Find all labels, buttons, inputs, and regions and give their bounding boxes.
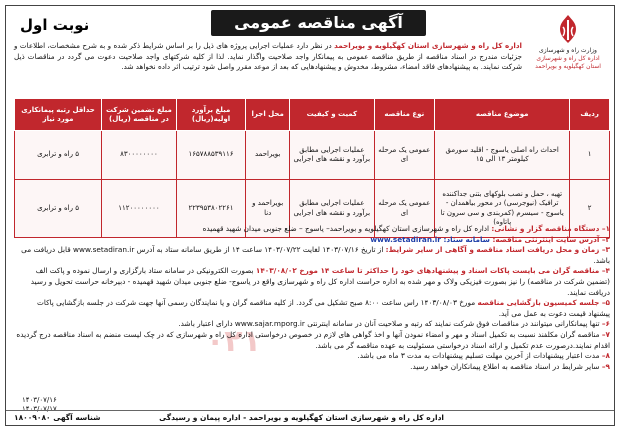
intro-text: در نظر دارد عملیات اجرایی پروژه های ذیل را بر اساس شرایط ذکر شده و به شرح مشخصات، اطلاعات و جزئیات مندرج در اسناد مناقصه از طریق مناقصه عمومی به پیمانکار واجد صلاحیت واگذار نماید. لذا از کلیه شرکتهای واجد صلاحیت دعوت می گردد در مناقصات ذیل شرکت نمایند. به پیشنهادهای فاقد امضاء، مشروط، مخدوش و پیشنهادهایی که بعد از موعد مقرر واصل شود ترتیب اثر داده نخواهد شد. xyxy=(14,41,522,71)
logo-line-ministry: وزارت راه و شهرسازی xyxy=(539,47,597,54)
condition-item xyxy=(14,298,610,319)
notice-id: شناسه آگهی ۱۸۰۰۹۰۸۰ xyxy=(14,413,101,422)
condition-label: ۸– xyxy=(601,351,610,361)
condition-text: تنها پیمانکارانی میتوانند در مناقصات فوق شرکت نمایند که رتبه و صلاحیت آنان در سامانه اینترنتی www.sajar.mporg.ir دارای اعتبار باشد. xyxy=(178,319,602,329)
condition-text: سایر شرایط در اسناد مناقصه به اطلاع پیمانکاران خواهد رسید. xyxy=(410,361,602,371)
col-guarantee: مبلغ تضمین شرکت در مناقصه (ریال) xyxy=(102,99,177,131)
conditions-list xyxy=(14,224,610,372)
tender-notice xyxy=(5,5,615,426)
cell-rank: ۵ راه و ترابری xyxy=(15,131,102,180)
col-estimate: مبلغ برآورد اولیه(ریال) xyxy=(176,99,245,131)
condition-label: ۲– آدرس سایت اینترنتی مناقصه: xyxy=(492,234,610,244)
condition-label: ۹– xyxy=(601,361,610,371)
emblem-icon xyxy=(551,12,585,46)
intro-paragraph xyxy=(14,41,522,73)
condition-text: بصورت الکترونیکی در سامانه ستاد بارگزاری و ارسال نموده و پاکت الف (تضمین شرکت در مناقصه) را نیز بصورت فیزیکی ولاک و مهر شده به اداره حراست اداره کل راه و شهرسازی واقع در یاسوج- ضلع جنوبی میدان شهید قهمیده - دبیرخانه حراست تحویل و رسید دریافت نمایند. xyxy=(30,266,610,297)
ministry-logo xyxy=(528,12,608,94)
logo-line-org: اداره کل راه و شهرسازی xyxy=(536,55,600,62)
footer-bar xyxy=(6,410,614,425)
cell-subject: احداث راه اصلی یاسوج - اقلید سورمق کیلومتر ۱۳ الی ۱۵ xyxy=(435,131,570,180)
table-header-row xyxy=(15,99,610,131)
condition-item xyxy=(14,319,610,330)
cell-guarantee: ۱۱۲۰۰۰۰۰۰۰۰ xyxy=(102,180,177,238)
col-quality: کمیت و کیفیت xyxy=(290,99,374,131)
cell-quality: عملیات اجرایی مطابق برآورد و نقشه های اجرایی xyxy=(290,180,374,238)
cell-index: ۱ xyxy=(570,131,610,180)
condition-text: مناقصه گران مکلفند نسبت به تکمیل اسناد و مهر و امضاء نمودن آنها و اخذ گواهی های لازم در خصوص درخواستی اداره کل راه و شهرسازی که در چک لیست منضم به اسناد مناقصه درج گردیده اقدام نمایند.درصورت عدم تکمیل و ارائه اسناد درخواستی مسئولیت به عهده مناقصه گر می باشد. xyxy=(16,329,610,350)
condition-text: مورخ ۱۴۰۳/۰۸/۰۳ راس ساعت ۸:۰۰ صبح تشکیل می گردد. از کلیه مناقصه گران و یا نمایندگان رسمی آنها جهت شرکت در جلسه بازگشایی پاکات پیشنهاد قیمت دعوت به عمل می آید. xyxy=(37,298,610,318)
watermark-number: ۰۲۱ xyxy=(206,324,261,359)
cell-subject: تهیه ، حمل و نصب بلوکهای بتنی جداکننده ترافیک (نیوجرسی) در محور بیاهمدان - یاسوج - سیسرم (کمربندی و سی سرون تا پاتاوه) xyxy=(435,180,570,238)
condition-label: ۶– xyxy=(601,319,610,329)
cell-quality: عملیات اجرایی مطابق برآورد و نقشه های اجرایی xyxy=(290,131,374,180)
cell-guarantee: ۸۳۰۰۰۰۰۰۰۰ xyxy=(102,131,177,180)
notice-title: آگهی مناقصه عمومی xyxy=(211,10,426,36)
condition-item xyxy=(14,362,610,373)
condition-label: ۳– زمان و محل دریافت اسناد مناقصه و آگاهی از سایر شرایط: xyxy=(385,245,610,255)
condition-text: مدت اعتبار پیشنهادات از آخرین مهلت تسلیم پیشنهادات به مدت ۳ ماه می باشد. xyxy=(357,351,602,361)
condition-item xyxy=(14,224,610,235)
tender-table xyxy=(14,98,610,238)
col-index: ردیف xyxy=(570,99,610,131)
cell-estimate: ۲۲۳۹۵۳۸۰۲۲۶۱ xyxy=(176,180,245,238)
cell-type: عمومی یک مرحله ای xyxy=(374,131,435,180)
cell-type: عمومی یک مرحله ای xyxy=(374,180,435,238)
condition-link[interactable]: سامانه ستاد: www.setadiran.ir xyxy=(370,234,493,244)
condition-item xyxy=(14,266,610,298)
logo-line-province: استان کهگیلویه و بویراحمد xyxy=(535,63,601,70)
col-subject: موضوع مناقصه xyxy=(435,99,570,131)
condition-item xyxy=(14,235,610,246)
condition-item xyxy=(14,351,610,362)
table-row xyxy=(15,131,610,180)
publish-date-2: ۱۴۰۳/۰۷/۱۷ xyxy=(22,405,57,413)
publish-date-1: ۱۴۰۳/۰۷/۱۶ xyxy=(22,396,57,404)
col-location: محل اجرا xyxy=(246,99,290,131)
col-type: نوع مناقصه xyxy=(374,99,435,131)
condition-label: ۵– جلسه کمیسیون بازگشایی مناقصه xyxy=(477,298,610,308)
condition-text: اداره کل راه و شهرسازی استان کهگیلویه و بویراحمد– یاسوج – ضلع جنوبی میدان شهید قهمیده xyxy=(202,224,492,233)
condition-label: ۴– مناقصه گران می بایست پاکات اسناد و پیشنهادهای خود را حداکثر تا ساعت ۱۴ مورخ ۱۴۰۳/۰۸/۰۲ xyxy=(255,266,610,276)
condition-label: ۷– xyxy=(601,329,610,339)
cell-estimate: ۱۶۵۷۸۸۵۳۹۱۱۶ xyxy=(176,131,245,180)
footer-org: اداره کل راه و شهرسازی استان کهگیلویه و بویراحمد - اداره پیمان و رسیدگی xyxy=(159,413,444,422)
round-label: نوبت اول xyxy=(20,16,90,34)
condition-item xyxy=(14,330,610,351)
condition-label: ۱– دستگاه مناقصه گزار و نشانی: xyxy=(491,224,610,233)
cell-index: ۲ xyxy=(570,180,610,238)
col-rank: حداقل رتبه پیمانکاری مورد نیاز xyxy=(15,99,102,131)
cell-location: بویراحمد و دنا xyxy=(246,180,290,238)
cell-location: بویراحمد xyxy=(246,131,290,180)
condition-text: از تاریخ ۱۴۰۳/۰۷/۱۶ لغایت ۱۴۰۳/۰۷/۲۲ ساعت ۱۴ از طریق سامانه ستاد به آدرس www.setadiran.ir قابل دریافت می باشد. xyxy=(21,245,610,265)
condition-item xyxy=(14,245,610,266)
intro-org: اداره کل راه و شهرسازی استان کهگیلویه و بویراحمد xyxy=(334,41,522,50)
cell-rank: ۵ راه و ترابری xyxy=(15,180,102,238)
